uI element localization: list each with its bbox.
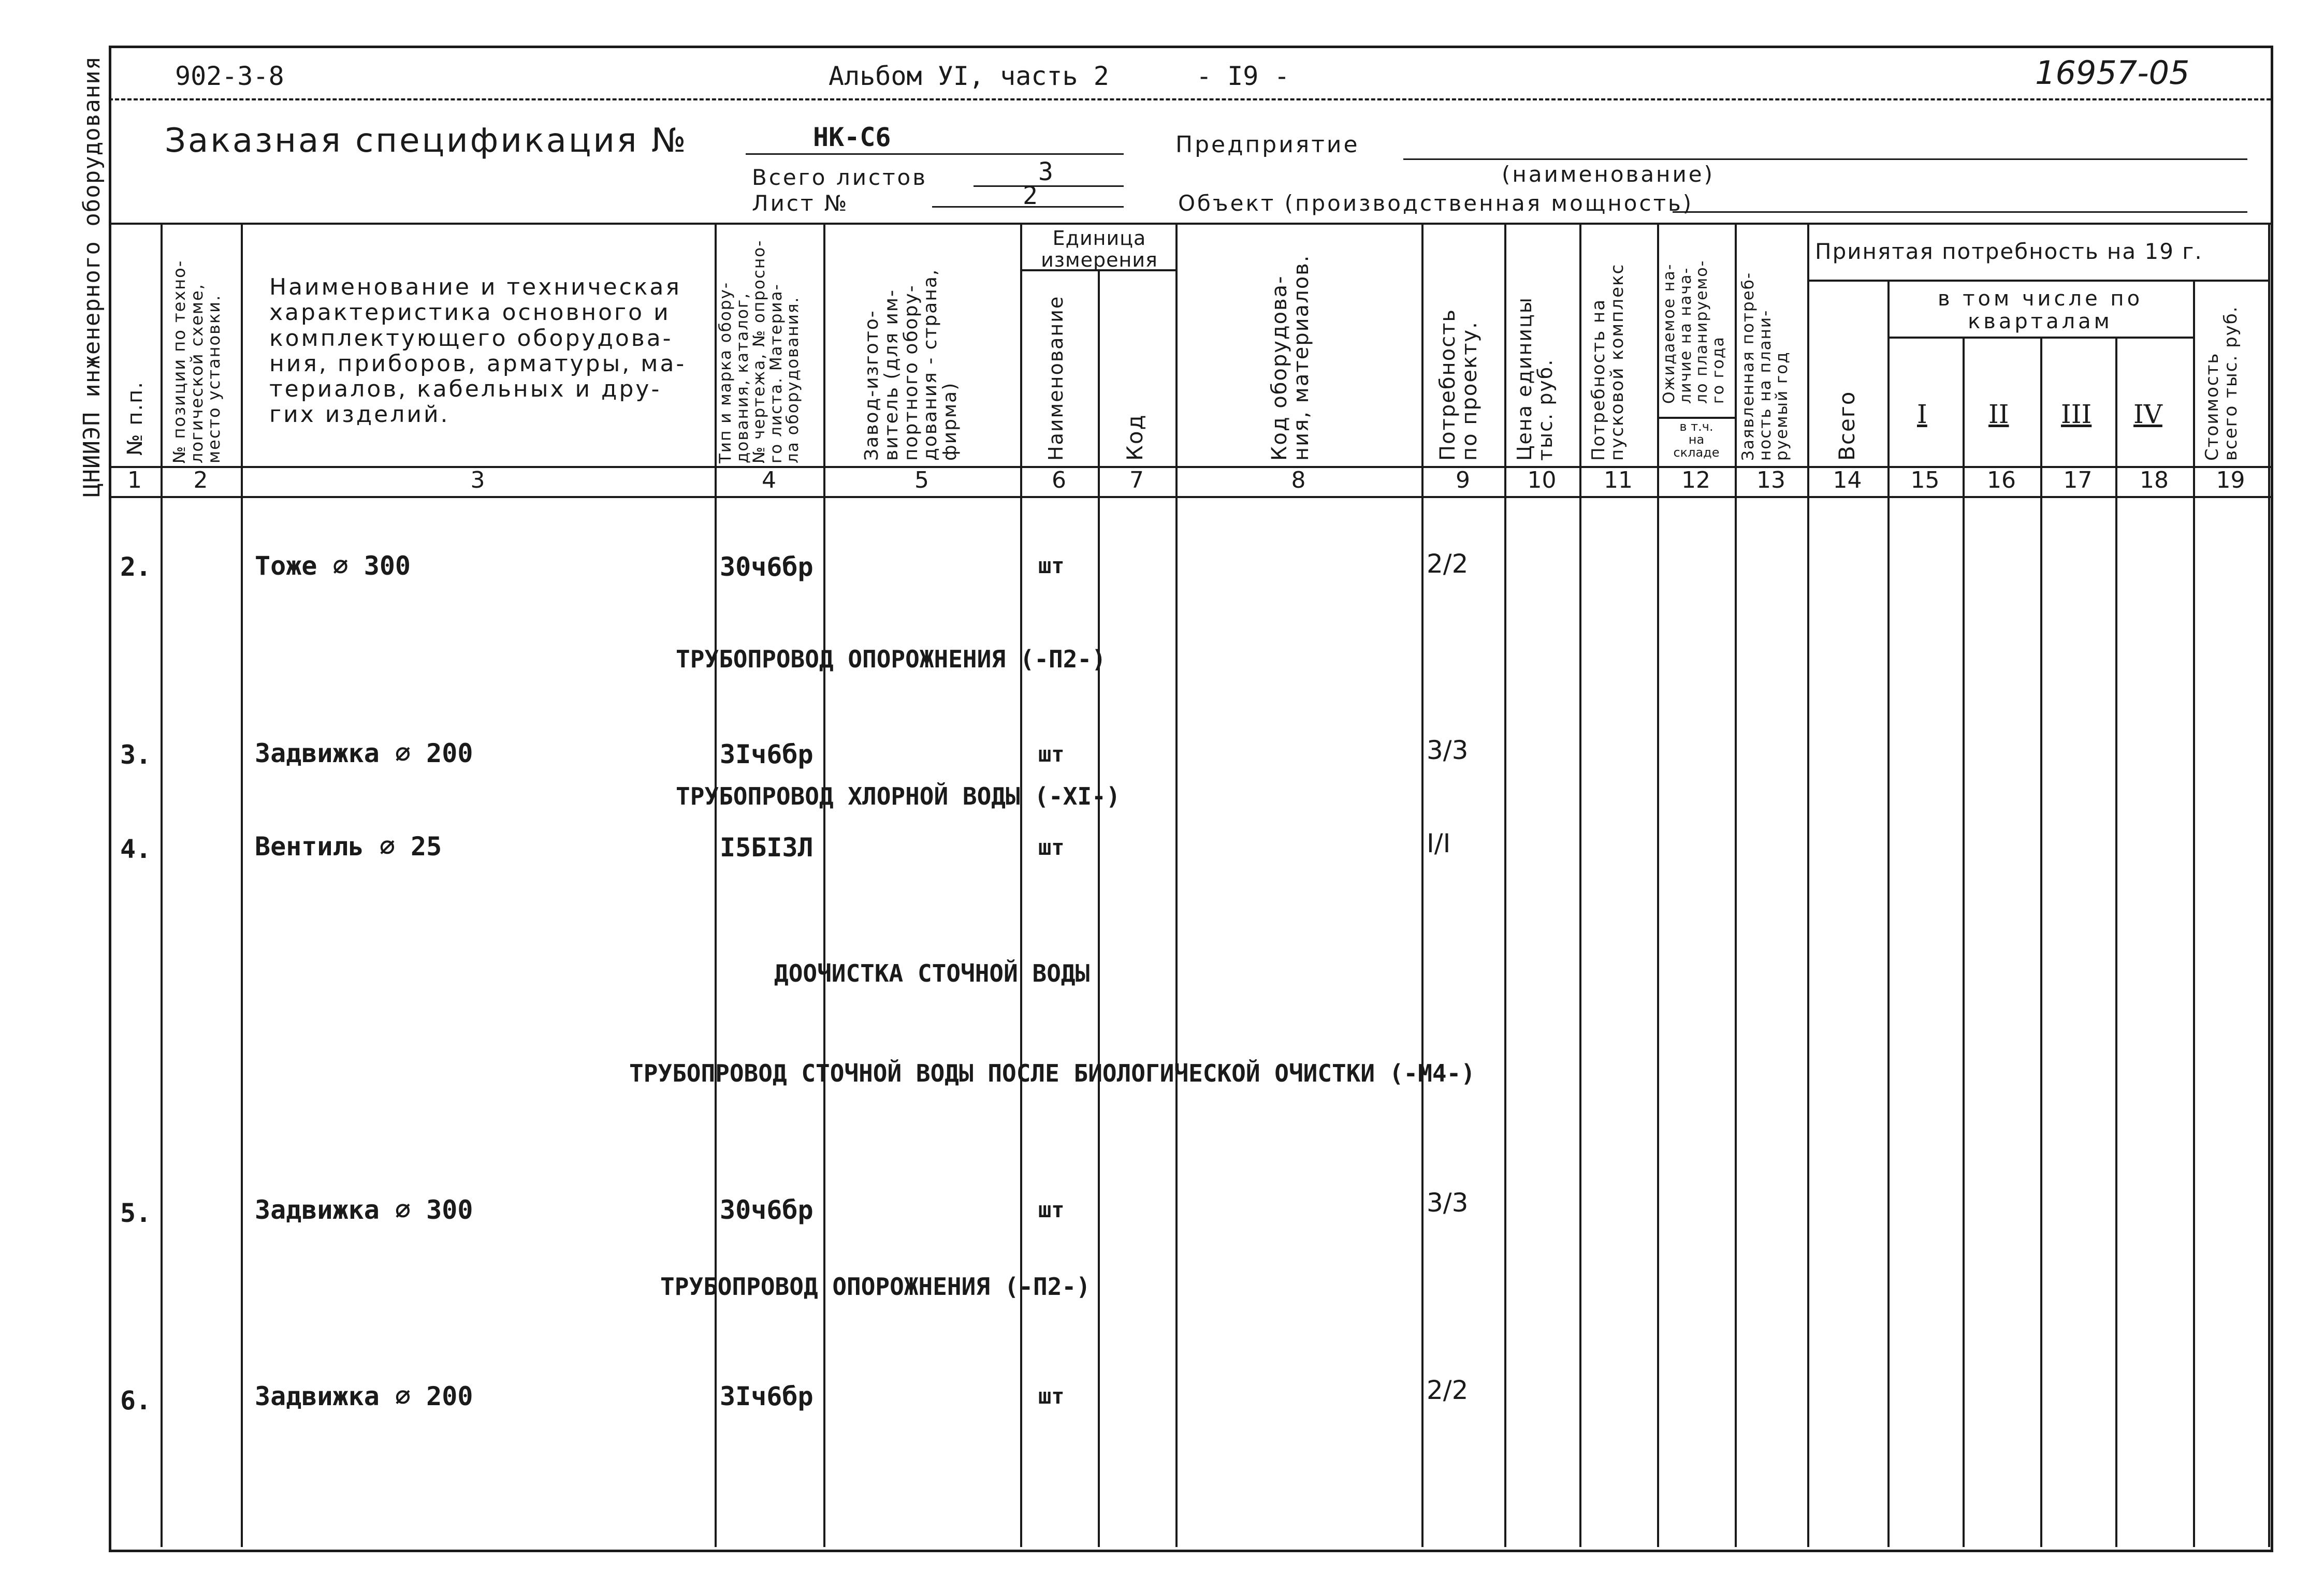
doc-code: 902-3-8 xyxy=(175,61,284,91)
page-number: - I9 - xyxy=(1196,61,1290,91)
sheet-label: Лист № xyxy=(752,191,849,216)
item-name: Тоже ⌀ 300 xyxy=(255,551,411,581)
number-row-line xyxy=(109,496,2271,498)
col-number: 4 xyxy=(762,467,776,493)
col-line xyxy=(2268,223,2270,1547)
section-title: ДООЧИСТКА СТОЧНОЙ ВОДЫ xyxy=(774,959,1090,987)
total-sheets-line xyxy=(974,185,1124,187)
col-line xyxy=(1020,223,1022,1547)
item-need: I/I xyxy=(1427,828,1451,858)
col-line xyxy=(823,223,825,1547)
section-title: ТРУБОПРОВОД ХЛОРНОЙ ВОДЫ (-XI-) xyxy=(676,782,1121,810)
item-need: 3/3 xyxy=(1427,1188,1469,1218)
col2-title: № позиции по техно- логической схеме, место установки. xyxy=(169,259,224,463)
quarter-1: I xyxy=(1917,399,1927,429)
quarter-3: III xyxy=(2061,399,2092,429)
col-number: 10 xyxy=(1527,467,1557,493)
item-unit: шт xyxy=(1038,1197,1065,1222)
col-line xyxy=(241,223,243,1547)
col-number: 16 xyxy=(1987,467,2016,493)
col-number: 6 xyxy=(1052,467,1066,493)
item-unit: шт xyxy=(1038,1383,1065,1409)
col12-divider xyxy=(1657,417,1735,419)
section-title: ТРУБОПРОВОД ОПОРОЖНЕНИЯ (-П2-) xyxy=(660,1273,1091,1301)
col-number: 11 xyxy=(1604,467,1633,493)
col-line xyxy=(1963,337,1965,1547)
item-need: 2/2 xyxy=(1427,549,1469,579)
object-label: Объект (производственная мощность) xyxy=(1178,191,1694,216)
accepted-title: Принятая потребность на 19 г. xyxy=(1815,239,2203,264)
col13-title: Заявленная потреб- ность на плани- руемый год xyxy=(1739,271,1792,461)
col12-title: Ожидаемое на- личие на нача- ло планируемо- го года xyxy=(1660,259,1727,404)
row-number: 6. xyxy=(120,1385,152,1416)
unit-group-title: Единица измерения xyxy=(1041,227,1158,271)
col14-title: Всего xyxy=(1834,390,1860,461)
col-number: 7 xyxy=(1129,467,1144,493)
row-number: 5. xyxy=(120,1198,152,1228)
col8-title: Код оборудова- ния, материалов. xyxy=(1268,254,1313,461)
col-number: 19 xyxy=(2216,467,2245,493)
sheet-value: 2 xyxy=(1023,181,1038,210)
item-type: 30ч6бр xyxy=(720,1195,814,1225)
col-line xyxy=(1098,269,1100,1547)
album-label: Альбом УI, часть 2 xyxy=(829,61,1109,91)
spec-number: НК-С6 xyxy=(813,122,891,152)
section-title: ТРУБОПРОВОД ОПОРОЖНЕНИЯ (-П2-) xyxy=(676,645,1106,673)
form-frame xyxy=(109,46,2273,1552)
col9-title: Потребность по проекту. xyxy=(1436,308,1481,461)
col-line xyxy=(2115,337,2117,1547)
object-line xyxy=(1673,211,2247,213)
col11-title: Потребность на пусковой комплекс xyxy=(1588,263,1628,461)
col3-title: Наименование и техническая характеристика основного и комплектующего оборудова- ния, приборов, арматуры, ма- териалов, кабельных и дру- гих изделий. xyxy=(269,274,687,428)
col-line xyxy=(2040,337,2042,1547)
item-name: Задвижка ⌀ 200 xyxy=(255,1381,473,1411)
item-type: I5БI3Л xyxy=(720,833,814,863)
quarters-title: в том числе по кварталам xyxy=(1937,287,2143,333)
col-line xyxy=(1421,223,1424,1547)
col10-title: Цена единицы тыс. руб. xyxy=(1513,297,1557,461)
item-type: 3Iч6бр xyxy=(720,739,814,769)
doc-number: 16957-05 xyxy=(2035,54,2190,92)
spec-title: Заказная спецификация № xyxy=(165,122,688,160)
row-number: 2. xyxy=(120,552,152,582)
col-number: 15 xyxy=(1910,467,1940,493)
col-number: 9 xyxy=(1456,467,1470,493)
enterprise-label: Предприятие xyxy=(1175,132,1360,158)
total-sheets-label: Всего листов xyxy=(752,165,928,190)
col-line xyxy=(161,223,163,1547)
item-unit: шт xyxy=(1038,835,1065,860)
col4-title: Тип и марка обору- дования, каталог, № чертежа, № опросно- го листа. Материа- ла оборудования. xyxy=(716,239,803,463)
total-sheets-value: 3 xyxy=(1038,157,1053,186)
table-top-line xyxy=(109,223,2271,225)
item-need: 2/2 xyxy=(1427,1375,1469,1405)
quarter-4: IV xyxy=(2133,399,2162,429)
item-name: Задвижка ⌀ 200 xyxy=(255,738,473,768)
col-number: 12 xyxy=(1681,467,1710,493)
enterprise-line xyxy=(1403,158,2247,160)
col-number: 17 xyxy=(2063,467,2093,493)
col-line xyxy=(1735,223,1737,1547)
quarter-2: II xyxy=(1988,399,2009,429)
col-number: 2 xyxy=(193,467,208,493)
col-number: 8 xyxy=(1291,467,1306,493)
quarters-line xyxy=(1887,337,2193,339)
item-unit: шт xyxy=(1038,553,1065,578)
item-need: 3/3 xyxy=(1427,735,1469,765)
col1-title: № п.п. xyxy=(123,381,147,456)
col-number: 13 xyxy=(1756,467,1785,493)
side-stamp: ЦНИИЭП инженерного оборудования xyxy=(79,55,105,497)
sheet-line xyxy=(932,206,1124,208)
item-type: 30ч6бр xyxy=(720,552,814,582)
col-number: 1 xyxy=(127,467,142,493)
col-line xyxy=(1579,223,1581,1547)
col-line xyxy=(1504,223,1506,1547)
col19-title: Стоимость всего тыс. руб. xyxy=(2202,305,2241,461)
col-number: 3 xyxy=(470,467,485,493)
col-line xyxy=(1807,223,1809,1547)
item-type: 3Iч6бр xyxy=(720,1381,814,1411)
accepted-line xyxy=(1807,280,2268,282)
item-name: Задвижка ⌀ 300 xyxy=(255,1195,473,1225)
col6-title: Наименование xyxy=(1044,295,1067,461)
row-number: 4. xyxy=(120,834,152,864)
row-number: 3. xyxy=(120,740,152,770)
item-name: Вентиль ⌀ 25 xyxy=(255,832,442,862)
col-number: 18 xyxy=(2140,467,2169,493)
section-title: ТРУБОПРОВОД СТОЧНОЙ ВОДЫ ПОСЛЕ БИОЛОГИЧЕСКОЙ ОЧИСТКИ (-М4-) xyxy=(629,1059,1475,1087)
col-line xyxy=(1657,223,1659,1547)
col5-title: Завод-изгото- витель (для им- портного обору- дования - страна, фирма) xyxy=(861,268,961,461)
col-line xyxy=(1175,223,1178,1547)
col-number: 14 xyxy=(1833,467,1862,493)
header-divider xyxy=(109,98,2271,100)
name-hint: (наименование) xyxy=(1502,162,1715,187)
item-unit: шт xyxy=(1038,741,1065,767)
col-number: 5 xyxy=(914,467,929,493)
col7-title: Код xyxy=(1122,414,1148,461)
spec-number-line xyxy=(746,153,1124,155)
col12-sub: в т.ч. на складе xyxy=(1673,419,1720,460)
